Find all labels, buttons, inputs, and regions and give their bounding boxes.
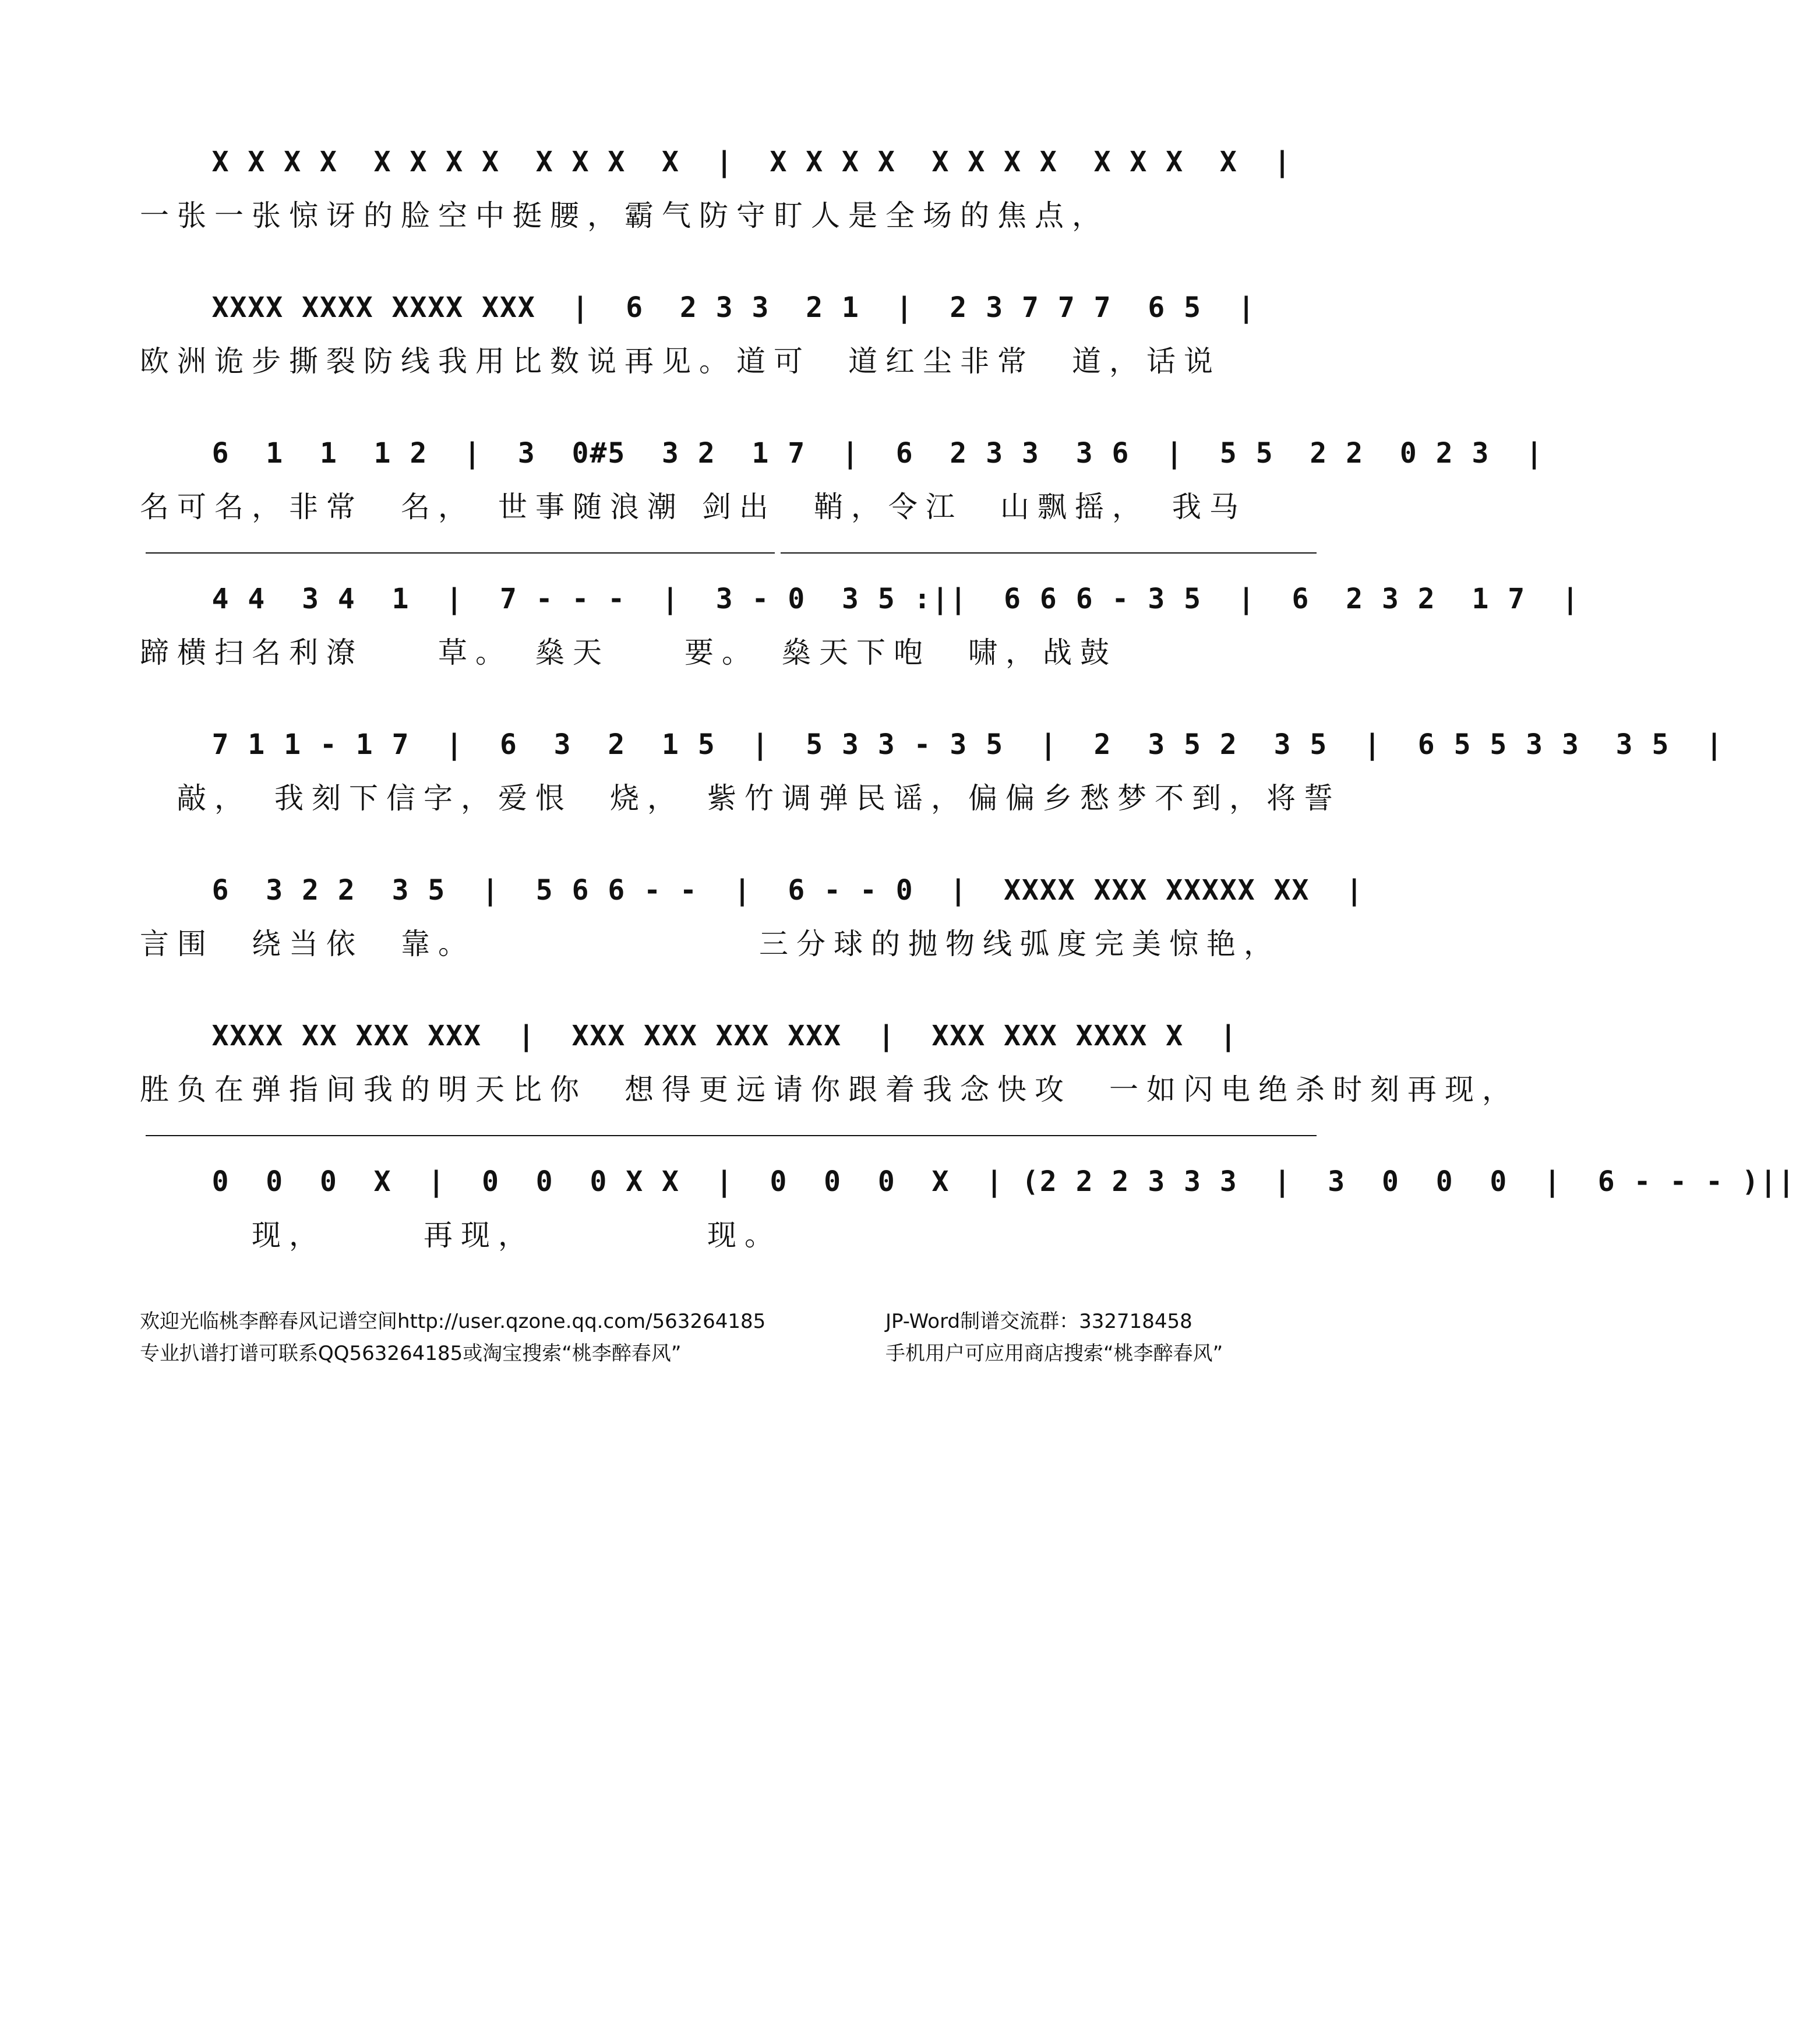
notation-row [140,857,1364,921]
score-system-1 [140,128,1317,239]
repeat-bracket-line [146,552,775,554]
notation-row [140,128,1317,192]
notation-text: 6 3 2 2 3 5 | 5 6 6 - - | 6 - - 0 | XXXX XXX XXXXX XX | [211,874,1364,907]
score-system-8 [140,1148,1796,1259]
coda-bracket-line [146,1135,1317,1136]
footer-website: 欢迎光临桃李醉春风记谱空间http://user.qzone.qq.com/563264185 [140,1310,766,1333]
notation-text: 4 4 3 4 1 | 7 - - - | 3 - 0 3 5 :|| 6 6 6 - 3 5 | 6 2 3 2 1 7 | [211,583,1580,615]
score-system-6 [140,857,1364,967]
notation-text: XXXX XX XXX XXX | XXX XXX XXX XXX | XXX XXX XXXX X | [211,1020,1238,1052]
score-system-7 [140,1002,1519,1113]
notation-text: X X X X X X X X X X X X | X X X X X X X X X X X X | [211,146,1292,178]
score-system-2 [140,274,1317,385]
score-system-3 [140,420,1544,530]
notation-row [140,420,1544,484]
lyrics-row: 现， 再现， 现。 [140,1218,782,1252]
notation-row [140,711,1724,775]
notation-row [140,1148,1796,1212]
score-system-4 [140,565,1580,676]
lyrics-row: 欧洲诡步撕裂防线我用比数说再见。道可 道红尘非常 道，话说 [140,344,1221,378]
lyrics-row: 一张一张惊讶的脸空中挺腰，霸气防守盯人是全场的焦点， [140,199,1109,232]
second-ending-bracket-line [781,552,1317,554]
footer-app-store: 手机用户可应用商店搜索“桃李醉春风” [885,1342,1223,1365]
notation-text: 0 0 0 X | 0 0 0 X X | 0 0 0 X | (2 2 2 3 3 3 | 3 0 0 0 | 6 - - - )|| [211,1165,1796,1198]
lyrics-row: 名可名，非常 名， 世事随浪潮 剑出 鞘，令江 山飘摇， 我马 [140,490,1247,524]
footer-contact: 专业扒谱打谱可联系QQ563264185或淘宝搜索“桃李醉春风” [140,1342,682,1365]
notation-text: 7 1 1 - 1 7 | 6 3 2 1 5 | 5 3 3 - 3 5 | 2 3 5 2 3 5 | 6 5 5 3 3 3 5 | [211,728,1724,761]
score-system-5 [140,711,1724,822]
notation-row [140,1002,1317,1066]
lyrics-row: 蹄横扫名利潦 草。 燊天 要。 燊天下咆 啸，战鼓 [140,636,1117,669]
lyrics-row: 胜负在弹指间我的明天比你 想得更远请你跟着我念快攻 一如闪电绝杀时刻再现， [140,1073,1519,1106]
notation-row [140,565,1580,629]
footer-qq-group: JP-Word制谱交流群：332718458 [885,1310,1192,1333]
lyrics-row: 敲， 我刻下信字，爱恨 烧， 紫竹调弹民谣，偏偏乡愁梦不到，将誓 [140,781,1341,815]
notation-text: 6 1 1 1 2 | 3 0#5 3 2 1 7 | 6 2 3 3 3 6 | 5 5 2 2 0 2 3 | [211,437,1544,470]
lyrics-row: 言围 绕当依 靠。 三分球的抛物线弧度完美惊艳， [140,927,1281,961]
notation-row [140,274,1317,338]
notation-text: XXXX XXXX XXXX XXX | 6 2 3 3 2 1 | 2 3 7 7 7 6 5 | [211,291,1256,324]
